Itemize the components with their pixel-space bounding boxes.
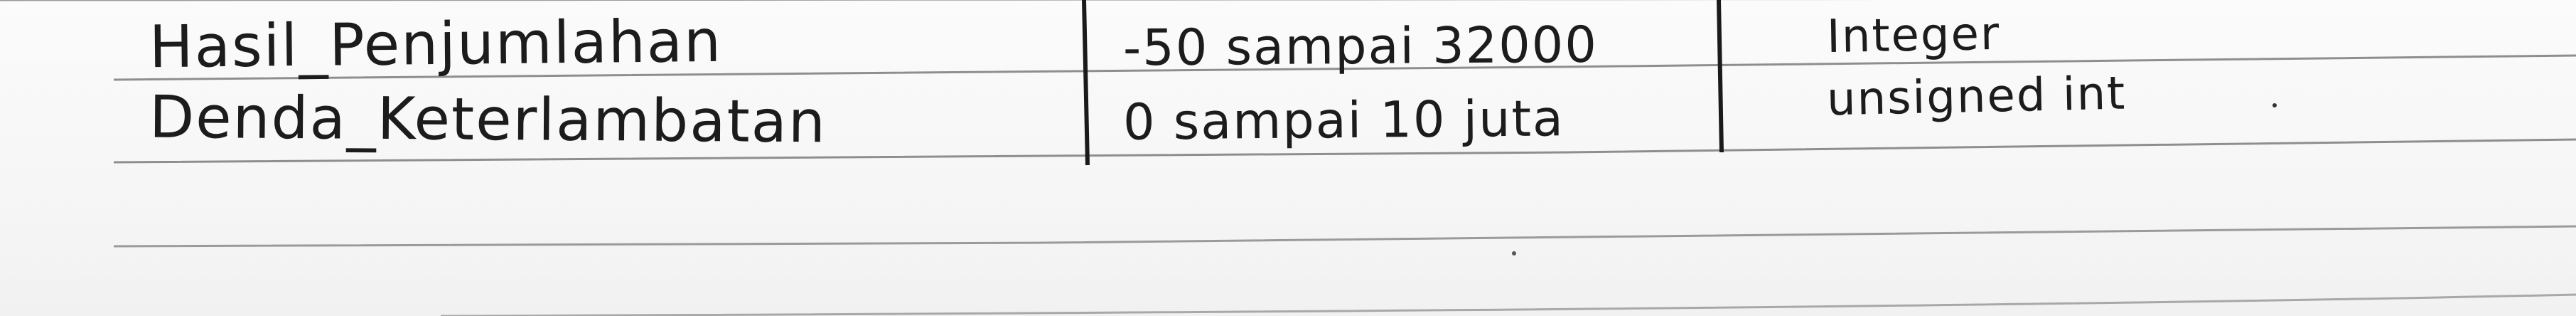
- row-2-value-range: 0 sampai 10 juta: [1122, 89, 1565, 152]
- row-2-data-type: unsigned int: [1826, 67, 2127, 127]
- column-divider: [1719, 0, 1722, 152]
- row-1-value-range: -50 sampai 32000: [1122, 15, 1599, 78]
- rule-line: [114, 226, 2576, 246]
- ink-dot: [1512, 251, 1516, 256]
- ink-dot: [2272, 103, 2277, 107]
- row-2-variable-name: Denda_Keterlambatan: [149, 83, 827, 157]
- rule-line: [441, 295, 2576, 316]
- column-divider: [1084, 0, 1088, 165]
- row-1-variable-name: Hasil_Penjumlahan: [149, 7, 723, 82]
- row-1-data-type: Integer: [1826, 7, 2001, 64]
